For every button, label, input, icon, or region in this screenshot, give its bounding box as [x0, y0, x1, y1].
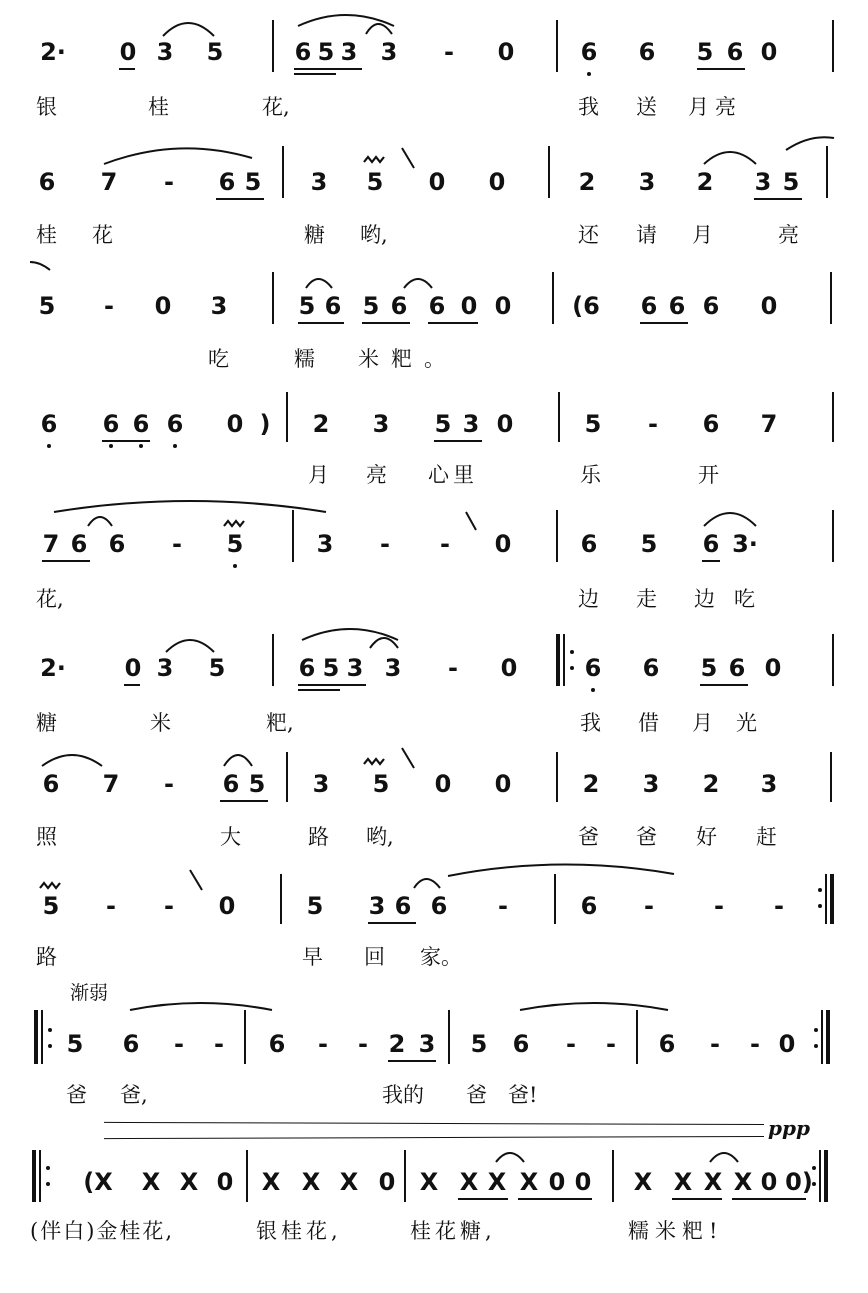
lyric: 我: [580, 711, 601, 735]
lyric: 光: [736, 711, 757, 735]
slur: [704, 152, 756, 164]
note: 2: [388, 1030, 406, 1058]
lyric: 桂: [148, 95, 169, 119]
note: 3: [210, 292, 228, 320]
lyric: 哟,: [366, 825, 394, 849]
note: 3: [638, 168, 656, 196]
note: 0: [764, 654, 782, 682]
note: 5: [298, 292, 316, 320]
note: 5: [306, 892, 324, 920]
lyric: 吃: [208, 347, 229, 371]
lyric: 开: [698, 463, 719, 487]
note: 0: [494, 530, 512, 558]
note: 5: [584, 410, 602, 438]
lyric: 照: [36, 825, 57, 849]
note: -: [440, 530, 450, 558]
note: -: [774, 892, 784, 920]
grace-stroke: [190, 870, 202, 890]
note: 6: [298, 654, 316, 682]
mordent-icon: [364, 157, 384, 162]
note: 6: [70, 530, 88, 558]
note: -: [164, 892, 174, 920]
slur: [520, 1003, 668, 1010]
note: 0: [154, 292, 172, 320]
lyric: 米粑。: [358, 347, 457, 371]
note: X: [141, 1168, 161, 1196]
note: 5: [42, 892, 60, 920]
note: 5: [38, 292, 56, 320]
note: 6: [668, 292, 686, 320]
note: 6: [394, 892, 412, 920]
slur: [54, 501, 326, 512]
slur: [166, 640, 214, 652]
lyric: 路: [308, 825, 329, 849]
lyric: 亮: [366, 463, 387, 487]
lyric: 粑,: [266, 711, 294, 735]
note: 6: [218, 168, 236, 196]
mordent-icon: [40, 883, 60, 888]
slur: [786, 137, 834, 150]
note: 0: [497, 38, 515, 66]
lyric: 大: [220, 825, 241, 849]
lyric: 月: [692, 711, 713, 735]
note: -: [106, 892, 116, 920]
note: 3: [156, 654, 174, 682]
grace-stroke: [402, 148, 414, 168]
note: 5: [362, 292, 380, 320]
note: 6: [728, 654, 746, 682]
note: (6: [572, 292, 600, 320]
lyric: 糯米粑!: [628, 1219, 724, 1243]
note: 6: [428, 292, 446, 320]
note: 3: [462, 410, 480, 438]
note: 6: [702, 410, 720, 438]
lyric: 米: [150, 711, 171, 735]
lyric: 回: [364, 945, 385, 969]
note: 0: [760, 292, 778, 320]
lyric: 月亮: [688, 95, 742, 119]
mordent-icon: [224, 521, 244, 526]
note: 3: [642, 770, 660, 798]
note: 0: [494, 292, 512, 320]
note: 6: [122, 1030, 140, 1058]
note: 0: [428, 168, 446, 196]
dynamic-marking: 渐弱: [70, 982, 109, 1004]
lyric: 爸: [66, 1083, 87, 1107]
note: 6: [294, 38, 312, 66]
note: 3: [340, 38, 358, 66]
lyric: 爸!: [508, 1083, 538, 1107]
note: -: [750, 1030, 760, 1058]
note: 6: [658, 1030, 676, 1058]
slur: [42, 755, 102, 766]
note: 0: [488, 168, 506, 196]
note: 3: [754, 168, 772, 196]
lyric: 花,: [36, 587, 64, 611]
note: -: [648, 410, 658, 438]
note: 5: [782, 168, 800, 196]
slur: [306, 279, 332, 288]
note: -: [214, 1030, 224, 1058]
note: X: [703, 1168, 723, 1196]
note: 5: [322, 654, 340, 682]
note: -: [566, 1030, 576, 1058]
note: 3: [760, 770, 778, 798]
note: 6: [108, 530, 126, 558]
lyric: 送: [636, 95, 657, 119]
lyric: 桂: [36, 223, 57, 247]
note: 5: [470, 1030, 488, 1058]
lyric: 路: [36, 945, 57, 969]
note: -: [164, 168, 174, 196]
note: 0): [785, 1168, 813, 1196]
note: 0: [778, 1030, 796, 1058]
mordent-icon: [364, 759, 384, 764]
note: 0: [548, 1168, 566, 1196]
lyric: 吃: [734, 587, 755, 611]
note: 5: [208, 654, 226, 682]
note: -: [498, 892, 508, 920]
slur: [710, 1153, 738, 1162]
lyric: 借: [638, 711, 659, 735]
lyric: 心里: [428, 463, 478, 487]
note: 5: [434, 410, 452, 438]
note: 5: [206, 38, 224, 66]
note: 6: [102, 410, 120, 438]
slur: [496, 1153, 524, 1162]
lyric: 爸: [636, 825, 657, 849]
note: 6: [390, 292, 408, 320]
note: (X: [83, 1168, 113, 1196]
lyric: 家。: [420, 945, 462, 969]
note: 3: [372, 410, 390, 438]
slur: [224, 755, 252, 766]
note: -: [318, 1030, 328, 1058]
lyric: 走: [636, 587, 657, 611]
note: -: [172, 530, 182, 558]
note: 7: [102, 770, 120, 798]
note: 0: [216, 1168, 234, 1196]
lyric: 哟,: [360, 223, 388, 247]
note: 6: [580, 892, 598, 920]
lyric: 桂花糖,: [410, 1219, 496, 1243]
lyric: 赶: [756, 825, 777, 849]
note: -: [380, 530, 390, 558]
note: -: [164, 770, 174, 798]
note: 6: [268, 1030, 286, 1058]
note: 3: [310, 168, 328, 196]
note: 3: [346, 654, 364, 682]
grace-stroke: [402, 748, 414, 768]
note: X: [339, 1168, 359, 1196]
note: 5: [366, 168, 384, 196]
note: 3: [380, 38, 398, 66]
note: 6: [512, 1030, 530, 1058]
note: -: [358, 1030, 368, 1058]
note: 0: [218, 892, 236, 920]
note: 5: [244, 168, 262, 196]
note: 6: [132, 410, 150, 438]
lyric: 月: [308, 463, 329, 487]
note: 2: [582, 770, 600, 798]
note: 6: [702, 530, 720, 558]
note: 7: [760, 410, 778, 438]
note: -: [444, 38, 454, 66]
note: 0: [226, 410, 244, 438]
lyric: 边: [578, 587, 599, 611]
note: 0: [500, 654, 518, 682]
note: X: [261, 1168, 281, 1196]
note: 2: [696, 168, 714, 196]
slur: [366, 24, 392, 34]
slur: [704, 513, 756, 526]
lyric: 糯: [294, 347, 315, 371]
note: 5: [640, 530, 658, 558]
lyric: 边: [694, 587, 715, 611]
note: 0: [434, 770, 452, 798]
note: 2: [578, 168, 596, 196]
lyric: 花,: [262, 95, 290, 119]
note: 3: [384, 654, 402, 682]
lyric: 银: [36, 95, 57, 119]
note: 0: [119, 38, 137, 66]
note: -: [714, 892, 724, 920]
note: 3·: [732, 530, 758, 558]
note: -: [606, 1030, 616, 1058]
note: 3: [316, 530, 334, 558]
grace-stroke: [466, 512, 476, 530]
note: 6: [430, 892, 448, 920]
note: 5: [372, 770, 390, 798]
note: -: [104, 292, 114, 320]
lyric: 花: [92, 223, 113, 247]
note: 0: [574, 1168, 592, 1196]
note: 6: [640, 292, 658, 320]
note: 6: [702, 292, 720, 320]
note: 6: [726, 38, 744, 66]
lyric: 爸: [466, 1083, 487, 1107]
note: 0: [460, 292, 478, 320]
lyric: (伴白)金桂花,: [30, 1219, 175, 1243]
note: 6: [324, 292, 342, 320]
note: 6: [40, 410, 58, 438]
note: 3: [368, 892, 386, 920]
lyric: 好: [696, 825, 717, 849]
note: 3: [156, 38, 174, 66]
note: 5: [248, 770, 266, 798]
note: ): [259, 410, 271, 438]
note: 6: [584, 654, 602, 682]
note: X: [419, 1168, 439, 1196]
lyric: 爸: [578, 825, 599, 849]
note: 6: [638, 38, 656, 66]
slur: [370, 638, 398, 648]
slur: [448, 864, 674, 876]
note: X: [633, 1168, 653, 1196]
note: X: [733, 1168, 753, 1196]
lyric: 月: [692, 223, 713, 247]
note: -: [448, 654, 458, 682]
note: 0: [124, 654, 142, 682]
note: 2: [312, 410, 330, 438]
note: 6: [38, 168, 56, 196]
note: 3: [312, 770, 330, 798]
note: X: [487, 1168, 507, 1196]
lyric: 早: [302, 945, 323, 969]
note: 6: [580, 530, 598, 558]
note: 2·: [40, 38, 66, 66]
note: 5: [700, 654, 718, 682]
lyric: 糖: [36, 711, 57, 735]
note: X: [459, 1168, 479, 1196]
note: 2: [702, 770, 720, 798]
slur: [88, 517, 112, 526]
note: X: [519, 1168, 539, 1196]
note: 5: [66, 1030, 84, 1058]
note: 7: [42, 530, 60, 558]
note: 5: [317, 38, 335, 66]
note: 5: [226, 530, 244, 558]
note: -: [174, 1030, 184, 1058]
note: 6: [642, 654, 660, 682]
slur: [30, 262, 50, 270]
lyric: 我: [578, 95, 599, 119]
slur: [104, 148, 252, 164]
note: 7: [100, 168, 118, 196]
note: X: [301, 1168, 321, 1196]
note: -: [644, 892, 654, 920]
note: 6: [166, 410, 184, 438]
note: 0: [496, 410, 514, 438]
lyric: 请: [636, 223, 657, 247]
note: 0: [378, 1168, 396, 1196]
lyric: 爸,: [120, 1083, 148, 1107]
note: 6: [222, 770, 240, 798]
note: 3: [418, 1030, 436, 1058]
slur: [130, 1003, 272, 1010]
slur: [163, 23, 214, 36]
slur: [404, 279, 432, 288]
lyric: 银桂花,: [256, 1219, 342, 1243]
note: 0: [760, 38, 778, 66]
note: 0: [494, 770, 512, 798]
note: 2·: [40, 654, 66, 682]
slur: [414, 879, 440, 888]
note: 5: [696, 38, 714, 66]
note: X: [673, 1168, 693, 1196]
lyric: 糖: [304, 223, 325, 247]
note: 0: [760, 1168, 778, 1196]
lyric: 还: [578, 223, 599, 247]
note: X: [179, 1168, 199, 1196]
lyric: 我的: [382, 1083, 424, 1107]
lyric: 乐: [580, 463, 601, 487]
lyric: 亮: [778, 223, 799, 247]
note: -: [710, 1030, 720, 1058]
note: 6: [580, 38, 598, 66]
dynamic-ppp: ppp: [768, 1116, 810, 1140]
note: 6: [42, 770, 60, 798]
